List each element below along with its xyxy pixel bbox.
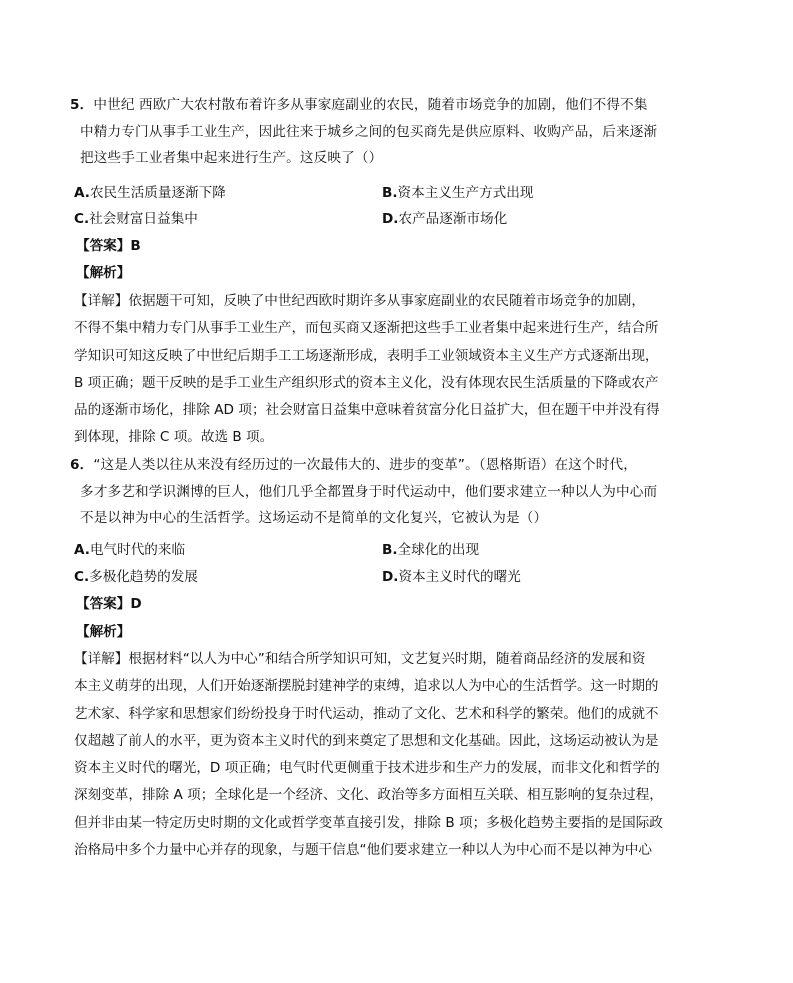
question-5-analysis-label: 【解析】 [76, 265, 131, 281]
question-5-detail-line: 学知识可知这反映了中世纪后期手工工场逐渐形成，表明手工业领域资本主义生产方式逐渐出现， [74, 347, 659, 364]
question-5-detail [74, 288, 694, 452]
question-6-detail-line: 仅超越了前人的水平，更为资本主义时代的到来奠定了思想和文化基础。因此，这场运动被认为是 [74, 732, 659, 749]
question-6-options-row-2 [74, 564, 674, 590]
question-6-option-d: D.资本主义时代的曙光 [382, 569, 521, 585]
question-6-analysis-label: 【解析】 [76, 624, 131, 640]
question-5-options-row-1 [74, 180, 674, 206]
question-5-detail-line: 到体现，排除 C 项。故选 B 项。 [74, 429, 274, 446]
question-6-detail-line: 资本主义时代的曙光，D 项正确；电气时代更侧重于技术进步和生产力的发展，而非文化和哲学的 [74, 760, 660, 777]
question-6-answer-value: D [130, 596, 142, 612]
question-6-option-a: A.电气时代的来临 [74, 542, 186, 558]
question-5-answer: 【答案】B [76, 238, 141, 254]
question-5-detail-line: B 项正确；题干反映的是手工业生产组织形式的资本主义化，没有体现农民生活质量的下降或农产 [74, 374, 659, 391]
question-6-answer: 【答案】D [76, 596, 142, 612]
question-6-detail-line: 本主义萌芽的出现，人们开始逐渐摆脱封建神学的束缚，追求以人为中心的生活哲学。这一时期的 [74, 678, 659, 695]
question-5-stem-line: 中世纪 西欧广大农村散布着许多从事家庭副业的农民，随着市场竞争的加剧，他们不得不集 [93, 97, 648, 113]
question-6-detail-line: 但并非由某一特定历史时期的文化或哲学变革直接引发，排除 B 项；多极化趋势主要指的是国际政 [74, 814, 663, 831]
question-6-detail-line: 【详解】根据材料“以人为中心”和结合所学知识可知，文艺复兴时期，随着商品经济的发展和资 [74, 651, 646, 667]
question-6-detail-line: 艺术家、科学家和思想家们纷纷投身于时代运动，推动了文化、艺术和科学的繁荣。他们的成就不 [74, 705, 659, 722]
question-5-option-d: D.农产品逐渐市场化 [382, 211, 508, 227]
question-5-option-a: A.农民生活质量逐渐下降 [74, 185, 226, 201]
question-6-stem-line: “这是人类以往从来没有经历过的一次最伟大的、进步的变革”。（恩格斯语）在这个时代， [93, 457, 637, 473]
question-6-option-c: C.多极化趋势的发展 [74, 569, 198, 585]
question-5-option-b: B.资本主义生产方式出现 [382, 185, 534, 201]
question-5-detail-line: 【详解】依据题干可知，反映了中世纪西欧时期许多从事家庭副业的农民随着市场竞争的加剧， [74, 293, 645, 309]
question-6-number: 6． [70, 457, 94, 473]
question-6-options-row-1 [74, 537, 674, 563]
question-6-detail [74, 646, 694, 864]
question-6-stem-line: 不是以神为中心的生活哲学。这场运动不是简单的文化复兴，它被认为是（） [80, 510, 548, 527]
question-6-stem [70, 452, 690, 532]
question-5-stem-line: 中精力专门从事手工业生产，因此往来于城乡之间的包买商先是供应原料、收购产品，后来逐渐 [80, 123, 658, 140]
question-5-detail-line: 品的逐渐市场化，排除 AD 项；社会财富日益集中意味着贫富分化日益扩大，但在题干中并没有得 [74, 402, 660, 419]
question-6-option-b: B.全球化的出现 [382, 542, 480, 558]
question-6-stem-line: 多才多艺和学识渊博的巨人，他们几乎全都置身于时代运动中，他们要求建立一种以人为中心而 [80, 483, 658, 500]
question-5-answer-value: B [130, 238, 141, 254]
question-5-options-row-2 [74, 206, 674, 232]
question-5-stem-line: 把这些手工业者集中起来进行生产。这反映了（） [80, 150, 383, 167]
question-5-detail-line: 不得不集中精力专门从事手工业生产，而包买商又逐渐把这些手工业者集中起来进行生产，结合所 [74, 320, 659, 337]
question-5-stem [70, 92, 690, 172]
question-5-option-c: C.社会财富日益集中 [74, 211, 198, 227]
question-5-number: 5． [70, 97, 94, 113]
question-6-detail-line: 治格局中多个力量中心并存的现象，与题干信息“他们要求建立一种以人为中心而不是以神为中心 [74, 842, 652, 859]
question-6-detail-line: 深刻变革，排除 A 项；全球化是一个经济、文化、政治等多方面相互关联、相互影响的复杂过程， [74, 787, 663, 804]
